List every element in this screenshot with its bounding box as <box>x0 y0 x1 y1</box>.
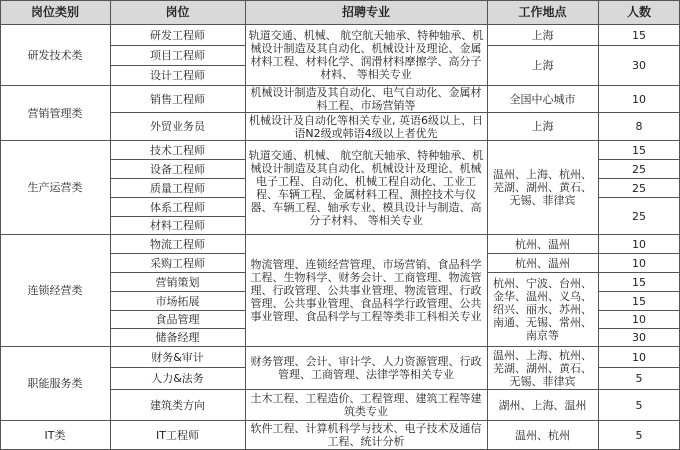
position-cell: 采购工程师 <box>150 256 205 270</box>
major-cell: 软件工程、计算机科学与技术、电子技术及通信工程、统计分析 <box>250 422 482 448</box>
location-cell: 杭州、温州 <box>515 256 570 270</box>
major-cell: 物流管理、连锁经营管理、市场营销、食品科学工程、生物科学、财务会计、工商管理、物流管理、行政管理、公共事业管理、物流管理、行政管理、公共事业管理、食品科学行政管理、公共事业管理、食品科学与工程等类非工科相关专业 <box>250 258 482 323</box>
location-cell: 杭州、宁波、台州、金华、温州、义乌、绍兴、丽水、苏州、南通、无锡、常州、南京等 <box>493 277 592 342</box>
count-cell: 25 <box>632 162 646 176</box>
count-cell: 15 <box>632 275 646 289</box>
category-cell: 生产运营类 <box>27 181 83 194</box>
category-cell: 连锁经营类 <box>27 284 83 297</box>
category-cell: IT类 <box>44 428 66 442</box>
location-cell: 上海 <box>531 59 554 72</box>
count-cell: 10 <box>632 237 646 251</box>
header-count: 人数 <box>626 4 651 19</box>
position-cell: IT工程师 <box>156 428 199 442</box>
header-category: 岗位类别 <box>30 4 79 19</box>
count-cell: 10 <box>632 350 646 364</box>
category-cell: 研发技术类 <box>27 48 83 62</box>
count-cell: 10 <box>632 256 646 270</box>
count-cell: 15 <box>632 143 646 157</box>
position-cell: 建筑类方向 <box>150 398 205 412</box>
count-cell: 5 <box>635 372 643 385</box>
position-cell: 物流工程师 <box>150 237 205 251</box>
count-cell: 30 <box>632 331 646 344</box>
location-cell: 温州、上海、杭州、芜湖、湖州、黄石、无锡、菲律宾 <box>493 168 592 207</box>
count-cell: 10 <box>632 92 646 106</box>
count-cell: 15 <box>632 28 646 42</box>
major-cell: 机械设计制造及其自动化、电气自动化、金属材料工程、市场营销等 <box>250 86 482 112</box>
category-cell: 营销管理类 <box>27 106 83 120</box>
location-cell: 杭州、温州 <box>515 237 570 251</box>
major-cell: 轨道交通、机械、 航空航天轴承、特种轴承、机械设计制造及其自动化、机械设计及理论、机械电子工程、自动化、机械工程自动化、工业工程、车辆工程、金属材料工程、测控技术与仪器、车辆工程、轴承专业、模具设计与制造、高分子材料、 等相关专业 <box>248 148 484 227</box>
location-cell: 温州、上海、杭州、芜湖、湖州、黄石、无锡、菲律宾 <box>493 348 592 388</box>
count-cell: 25 <box>632 209 646 223</box>
category-cell: 职能服务类 <box>27 377 83 390</box>
major-cell: 轨道交通、机械、 航空航天轴承、特种轴承、机械设计制造及其自动化、机械设计及理论、金属材料工程、材料化学、润滑材料摩擦学、高分子材料、 等相关专业 <box>248 29 484 81</box>
position-cell: 营销策划 <box>155 275 200 289</box>
major-cell: 机械设计及自动化等相关专业, 英语6级以上、日语N2级或韩语4级以上者优先 <box>249 113 483 140</box>
count-cell: 30 <box>632 59 646 72</box>
location-cell: 上海 <box>531 28 554 42</box>
count-cell: 10 <box>632 313 646 326</box>
position-cell: 质量工程师 <box>150 181 205 195</box>
position-cell: 销售工程师 <box>150 92 205 106</box>
count-cell: 5 <box>635 428 643 442</box>
count-cell: 15 <box>632 294 646 308</box>
position-cell: 设备工程师 <box>150 162 205 176</box>
header-major: 招聘专业 <box>341 4 390 19</box>
position-cell: 体系工程师 <box>150 200 205 214</box>
position-cell: 储备经理 <box>155 331 200 344</box>
position-cell: 研发工程师 <box>150 28 205 42</box>
major-cell: 土木工程、工程造价、工程管理、建筑工程等建筑类专业 <box>250 392 482 418</box>
position-cell: 项目工程师 <box>150 49 205 62</box>
location-cell: 上海 <box>531 120 554 133</box>
major-cell: 财务管理、会计、审计学、人力资源管理、行政管理、工商管理、法律学等相关专业 <box>250 355 482 381</box>
position-cell: 食品管理 <box>155 313 200 326</box>
location-cell: 温州、杭州 <box>515 428 570 442</box>
position-cell: 材料工程师 <box>150 219 205 232</box>
header-position: 岗位 <box>165 4 190 19</box>
position-cell: 财务&审计 <box>151 350 204 364</box>
location-cell: 湖州、上海、温州 <box>498 398 587 412</box>
header-location: 工作地点 <box>518 4 567 19</box>
count-cell: 25 <box>632 181 646 195</box>
position-cell: 技术工程师 <box>150 143 205 157</box>
position-cell: 人力&法务 <box>151 372 204 385</box>
count-cell: 8 <box>635 120 643 133</box>
count-cell: 5 <box>635 398 643 412</box>
position-cell: 市场拓展 <box>155 294 200 308</box>
position-cell: 设计工程师 <box>150 69 205 82</box>
position-cell: 外贸业务员 <box>150 120 205 133</box>
location-cell: 全国中心城市 <box>509 92 576 106</box>
